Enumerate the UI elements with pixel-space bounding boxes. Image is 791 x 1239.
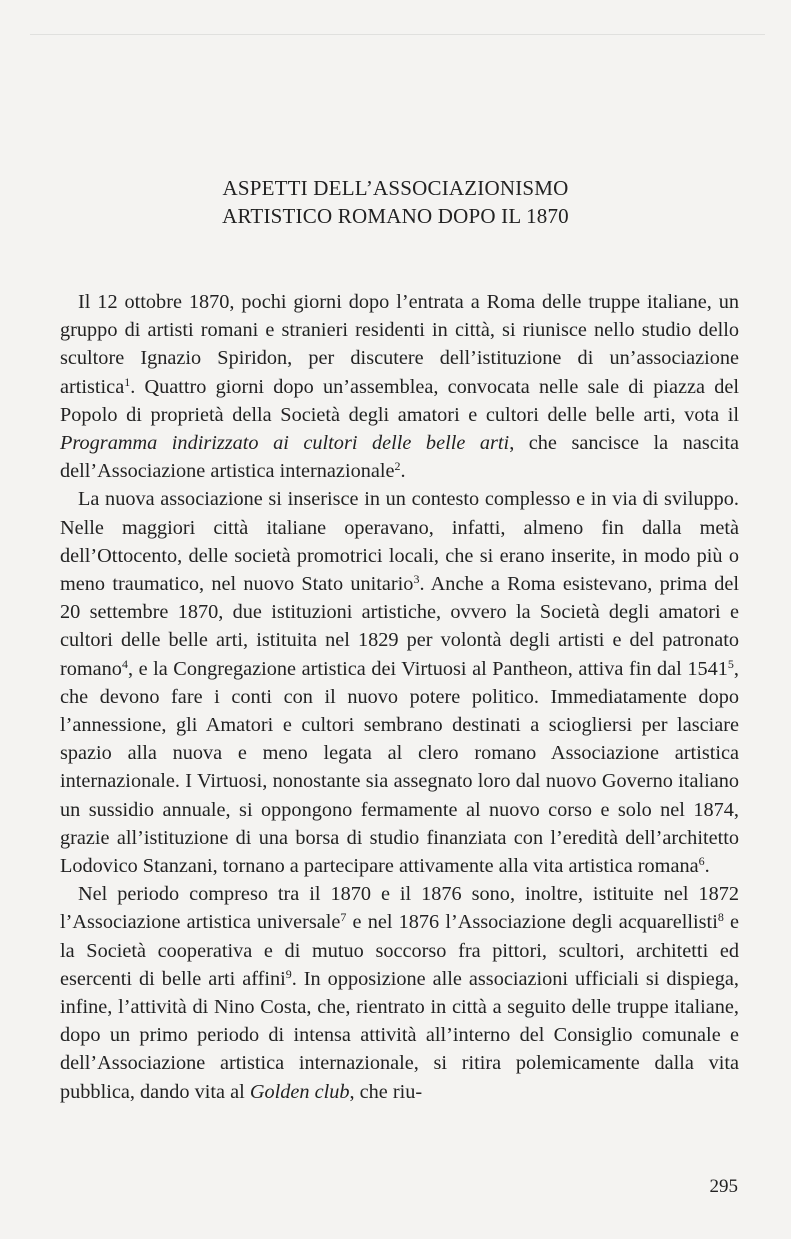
footnote-marker: 1 — [124, 374, 131, 389]
page-number: 295 — [709, 1176, 738, 1197]
footnote-marker: 6 — [698, 854, 705, 869]
italic-title: Golden club — [249, 1080, 350, 1103]
text-run: , che riu- — [349, 1080, 423, 1103]
chapter-title-line-1: ASPETTI DELL’ASSOCIAZIONISMO — [222, 176, 569, 200]
text-run: , che sancisce la nascita dell’Associazione artistica internazionale — [60, 432, 740, 483]
body-text — [60, 288, 739, 1106]
footnote-marker: 2 — [394, 459, 401, 474]
footnote-marker: 4 — [121, 656, 128, 671]
text-run: . In opposizione alle associazioni ufficiali si dispiega, infine, l’attività di Nino Costa, che, rientrato in città a seguito delle truppe italiane, dopo un primo periodo di intensa attività all’interno del Consiglio comunale e dell’Associazione artistica internazionale, si ritira polemicamente dalla vita pubblica, dando vita al — [60, 967, 739, 1103]
footnote-marker: 5 — [727, 656, 734, 671]
text-run: . — [704, 855, 710, 878]
footnote-marker: 3 — [413, 572, 420, 587]
text-run: . — [400, 460, 406, 483]
text-run: , che devono fare i conti con il nuovo potere politico. Immediatamente dopo l’annessione, gli Amatori e cultori sembrano destinati a sciogliersi per lasciare spazio alla nuova e meno legata al clero romano Associazione artistica internazionale. I Virtuosi, nonostante sia assegnato loro dal nuovo Governo italiano un sussidio annuale, si oppongono fermamente al nuovo corso e solo nel 1874, grazie all’istituzione di una borsa di studio finanziata con l’eredità dell’architetto Lodovico Stanzani, tornano a partecipare attivamente alla vita artistica romana — [60, 657, 739, 878]
text-run: , e la Congregazione artistica dei Virtuosi al Pantheon, attiva fin dal 1541 — [127, 657, 728, 680]
paragraph — [60, 880, 739, 1106]
text-run: . Anche a Roma esistevano, prima del 20 settembre 1870, due istituzioni artistiche, ovvero la Società degli amatori e cultori delle belle arti, istituita nel 1829 per volontà degli artisti e del patronato romano — [60, 573, 739, 680]
text-run: e la Società cooperativa e di mutuo soccorso fra pittori, scultori, architetti ed esercenti di belle arti affini — [60, 911, 740, 990]
paragraph — [60, 485, 739, 880]
text-run: Il 12 ottobre 1870, pochi giorni dopo l’entrata a Roma delle truppe italiane, un gruppo di artisti romani e stranieri residenti in città, si riunisce nello studio dello scultore Ignazio Spiridon, per discutere dell’istituzione di un’associazione artistica — [60, 291, 739, 398]
text-run: e nel 1876 l’Associazione degli acquarellisti — [346, 911, 718, 934]
chapter-title — [0, 174, 791, 230]
footnote-marker: 9 — [285, 966, 292, 981]
chapter-title-line-2: ARTISTICO ROMANO DOPO IL 1870 — [222, 204, 569, 228]
text-run: . Quattro giorni dopo un’assemblea, convocata nelle sale di piazza del Popolo di proprietà della Società degli amatori e cultori delle belle arti, vota il — [60, 375, 739, 426]
text-run: La nuova associazione si inserisce in un contesto complesso e in via di sviluppo. Nelle maggiori città italiane operavano, infatti, almeno fin dalla metà dell’Ottocento, delle società promotrici locali, che si erano inserite, in modo più o meno traumatico, nel nuovo Stato unitario — [60, 488, 739, 596]
text-run: Nel periodo compreso tra il 1870 e il 1876 sono, inoltre, istituite nel 1872 l’Associazione artistica universale — [60, 883, 739, 934]
footnote-marker: 8 — [717, 910, 724, 925]
footnote-marker: 7 — [340, 910, 347, 925]
italic-title: Programma indirizzato ai cultori delle belle arti — [60, 432, 510, 455]
paragraph — [60, 288, 739, 485]
